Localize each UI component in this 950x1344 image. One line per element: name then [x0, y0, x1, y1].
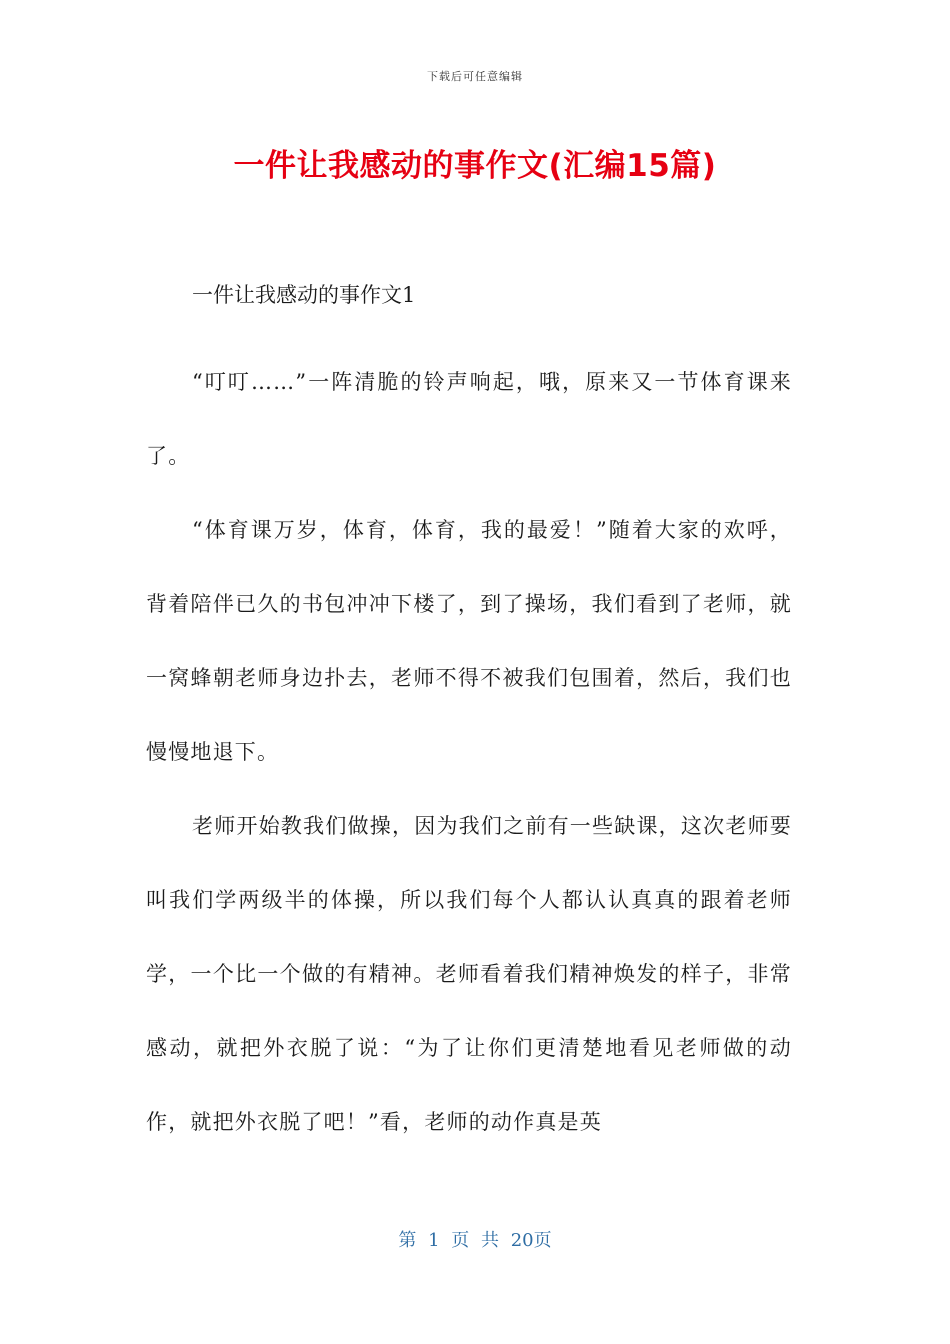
document-title: 一件让我感动的事作文(汇编15篇)	[233, 148, 717, 184]
paragraph: 老师开始教我们做操，因为我们之前有一些缺课，这次老师要叫我们学两级半的体操，所以我们每个人都认认真真的跟着老师学，一个比一个做的有精神。老师看着我们精神焕发的样子，非常感动，就把外衣脱了说：“为了让你们更清楚地看见老师做的动作，就把外衣脱了吧！”看，老师的动作真是英	[146, 814, 792, 1134]
document-body	[146, 270, 792, 1159]
paragraph: “体育课万岁，体育，体育，我的最爱！”随着大家的欢呼，背着陪伴已久的书包冲冲下楼了，到了操场，我们看到了老师，就一窝蜂朝老师身边扑去，老师不得不被我们包围着，然后，我们也慢慢地退下。	[146, 518, 792, 764]
page-footer: 第 1 页 共 20页	[398, 1230, 552, 1251]
paragraph: “叮叮……”一阵清脆的铃声响起，哦，原来又一节体育课来了。	[146, 370, 792, 468]
section-heading: 一件让我感动的事作文1	[192, 283, 416, 307]
header-note: 下载后可任意编辑	[427, 70, 523, 83]
